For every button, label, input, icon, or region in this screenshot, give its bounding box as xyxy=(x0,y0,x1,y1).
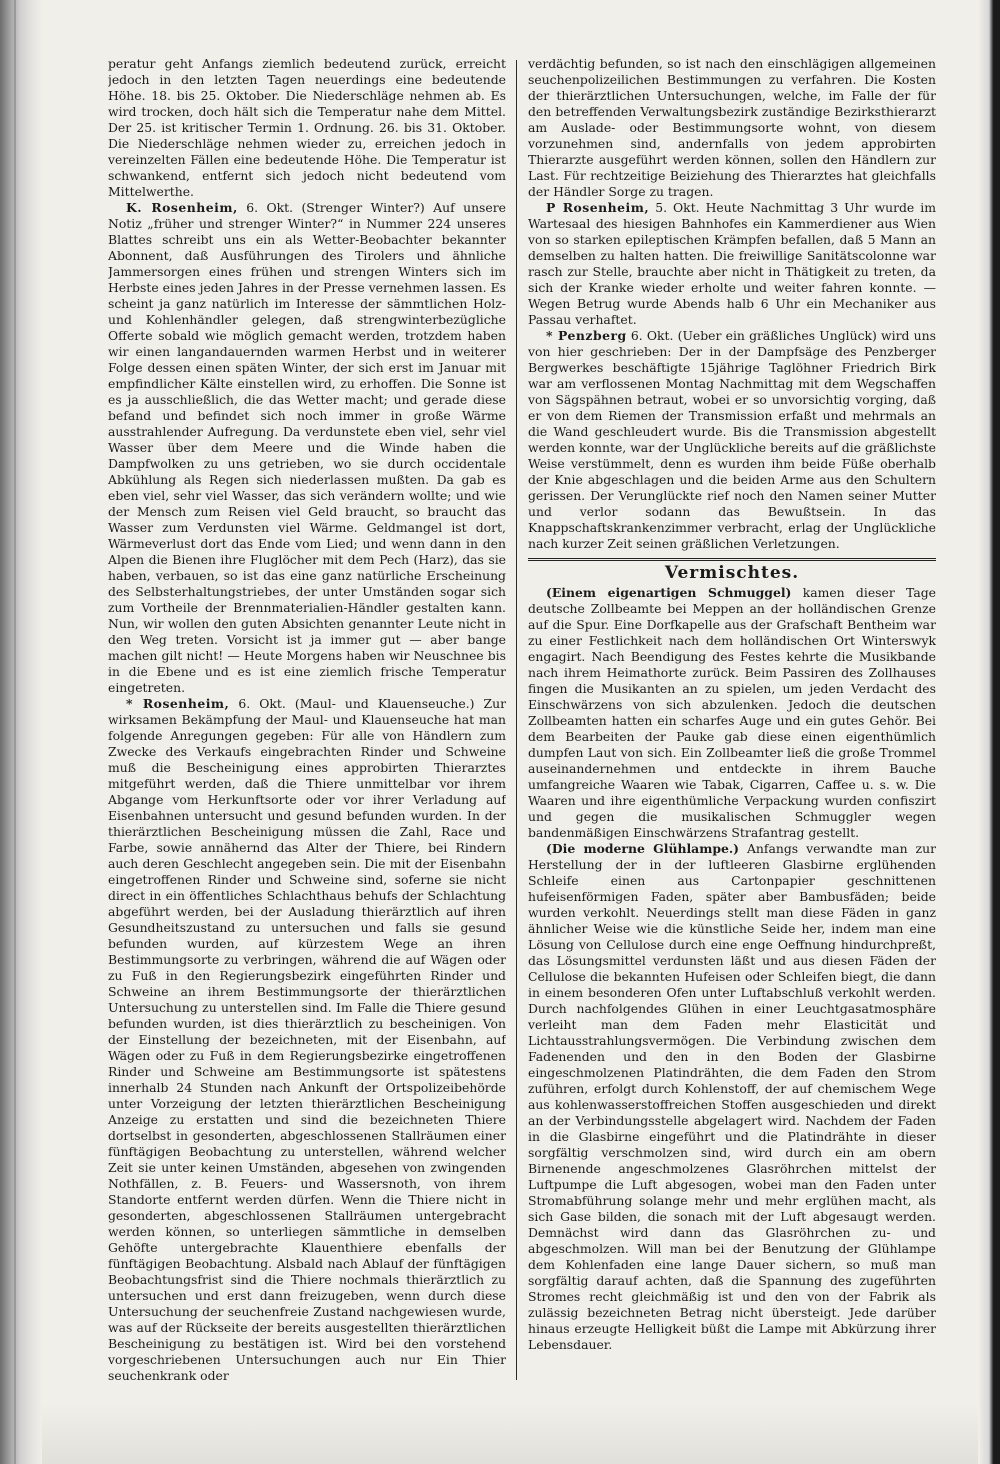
page-edge xyxy=(978,0,1000,1464)
dateline: * Rosenheim, xyxy=(126,696,230,711)
section-rule xyxy=(528,558,936,561)
book-binding-shadow xyxy=(0,0,42,1464)
left-column xyxy=(108,56,506,1386)
misc-paragraph: (Die moderne Glühlampe.) Anfangs verwandte man zur Herstellung der in der luftleeren Glasbirne erglühenden Schleife einen aus Cartonpapier geschnittenen hufeisenförmigen Faden, später aber Bambusfäden; beide wurden verkohlt. Neuerdings stellt man diese Fäden in ganz ähnlicher Weise wie die künstliche Seide her, indem man eine Lösung von Cellulose durch eine enge Oeffnung hindurchpreßt, das Lösungsmittel verdunsten läßt und aus diesen Fäden der Cellulose die bekannten Hufeisen oder Schleifen biegt, die dann in einem besonderen Ofen unter Luftabschluß verkohlt werden. Durch nachfolgendes Glühen in einer Leuchtgasatmosphäre verleiht man dem Faden mehr Elasticität und Lichtausstrahlungsvermögen. Die Verbindung zwischen dem Fadenenden und den in den Boden der Glasbirne eingeschmolzenen Platindrähten, die dem Faden den Strom zuführen, erfolgt durch Kohlenstoff, der auf chemischem Wege aus kohlenwasserstoffreichen Stoffen ausgeschieden und direkt an der Verbindungsstelle abgelagert wird. Nachdem der Faden in die Glasbirne eingeführt und die Platindrähte in dieser sorgfältig verschmolzen sind, wird durch ein am obern Birnenende angeschmolzenes Glasröhrchen mittelst der Luftpumpe die Luft abgesogen, wobei man den Faden unter Stromabführung solange mehr und mehr erglühen macht, als sich Gase bilden, die sonach mit der Luft abgesaugt werden. Demnächst wird dann das Glasröhrchen zu- und abgeschmolzen. Will man bei der Benutzung der Glühlampe dem Kohlenfaden eine lange Dauer sichern, so muß man sorgfältig darauf achten, daß die Spannung des zugeführten Stromes recht gleichmäßig ist und den von der Fabrik als zulässig bezeichneten Betrag nicht übersteigt. Jede darüber hinaus erzeugte Helligkeit büßt die Lampe mit Abkürzung ihrer Lebensdauer. xyxy=(528,841,936,1352)
section-title: Vermischtes. xyxy=(664,563,800,583)
article-paragraph: P Rosenheim, 5. Okt. Heute Nachmittag 3 Uhr wurde im Wartesaal des hiesigen Bahnhofes ein Kammerdiener aus Wien von so starken epileptischen Krämpfen befallen, daß 5 Mann an demselben zu halten hatten. Die freiwillige Sanitätscolonne war rasch zur Stelle, brauchte aber nicht in Thätigkeit zu treten, da sich der Kranke wieder erholte und weiter fahren konnte. — Wegen Betrug wurde Abends halb 6 Uhr ein Mechaniker aus Passau verhaftet. xyxy=(528,200,936,327)
article-paragraph: K. Rosenheim, 6. Okt. (Strenger Winter?) Auf unsere Notiz „früher und strenger Winter?“ in Nummer 224 unseres Blattes schreibt uns ein als Wetter-Beobachter bekannter Abonnent, daß Ausführungen des Tirolers und ähnliche Jammersorgen eines frühen und strengen Winters sich im Herbste eines jeden Jahres in der Presse vernehmen lassen. Es scheint ja ganz natürlich im Interesse der sämmtlichen Holz- und Kohlenhändler gelegen, daß strengwinterbezügliche Offerte sobald wie möglich gemacht werden, trotzdem haben wir einen langandauernden warmen Herbst und in weiterer Folge dessen einen späten Winter, der sich erst im Januar mit empfindlicher Kälte einstellen wird, zu erhoffen. Die Sonne ist es ja ausschließlich, die das Wetter macht; und gerade diese befand und befindet sich noch immer in große Wärme ausstrahlender Aufregung. Da verdunstete eben viel, sehr viel Wasser über dem Meere und die Winde haben die Dampfwolken zu uns getrieben, wo sie durch occidentale Abkühlung als Regen sich niederlassen mußten. Da gab es eben viel, sehr viel Wasser, das sich verändern wollte; und wie der Mensch zum Reisen viel Geld braucht, so braucht das Wasser zum Verdunsten viel Wärme. Geldmangel ist dort, Wärmeverlust dort das Ende vom Lied; und wenn dann in den Alpen die Bienen ihre Fluglöcher mit dem Pech (Harz), das sie haben, verbauen, so ist das eine ganz natürliche Erscheinung des Selbsterhaltungstriebes, der unter Umständen sogar sich zum Vortheile der Brennmaterialien-Händler gestalten kann. Nun, wir wollen den guten Absichten genannter Leute nicht in den Weg treten. Vorsicht ist ja immer gut — aber bange machen gilt nicht! — Heute Morgens haben wir Neuschnee bis in die Ebene und es ist eine ziemlich frische Temperatur eingetreten. xyxy=(108,200,506,695)
article-paragraph: * Penzberg 6. Okt. (Ueber ein gräßliches Unglück) wird uns von hier geschrieben: Der in der Dampfsäge des Penzberger Bergwerkes beschäftigte 15jährige Taglöhner Friedrich Birk war am verflossenen Montag Nachmittag mit dem Wegschaffen von Sägspähnen betraut, wobei er so unvorsichtig vorging, daß er von dem Riemen der Transmission erfaßt und mehrmals an die Wand geschleudert wurde. Bis die Transmission abgestellt werden konnte, war der Unglückliche bereits auf die gräßlichste Weise verstümmelt, denn es wurden ihm beide Füße oberhalb der Knie abgeschlagen und die beiden Arme aus den Schultern gerissen. Der Verunglückte rief noch den Namen seiner Mutter und verlor sodann das Bewußtsein. In das Knappschaftskrankenzimmer verbracht, erlag der Unglückliche nach kurzer Zeit seinen gräßlichen Verletzungen. xyxy=(528,328,936,551)
item-heading: (Die moderne Glühlampe.) xyxy=(546,841,740,856)
page-bottom-shade xyxy=(42,1404,978,1464)
dateline: * Penzberg xyxy=(546,328,627,343)
misc-paragraph: (Einem eigenartigen Schmuggel) kamen dieser Tage deutsche Zollbeamte bei Meppen an der holländischen Grenze auf die Spur. Eine Dorfkapelle aus der Grafschaft Bentheim war zu einer Festlichkeit nach dem holländischen Ort Winterswyk engagirt. Nach Beendigung des Festes kehrte die Musikbande nach ihrem Heimathorte zurück. Beim Passiren des Zollhauses fingen die Musikanten an zu spielen, um jeden Verdacht des Einschwärzens von sich abzulenken. Jedoch die deutschen Zollbeamten hatten ein scharfes Auge und ein gutes Gehör. Bei dem Bearbeiten der Pauke gab diese einen eigenthümlich dumpfen Laut von sich. Ein Zollbeamter ließ die große Trommel auseinandernehmen und entdeckte in ihrem Bauche umfangreiche Waaren wie Tabak, Cigarren, Caffee u. s. w. Die Waaren und ihre eigenthümliche Verpackung wurden confiszirt und gegen die musikalischen Schmuggler wegen bandenmäßigen Einschwärzens Strafantrag gestellt. xyxy=(528,585,936,840)
article-paragraph: * Rosenheim, 6. Okt. (Maul- und Klauenseuche.) Zur wirksamen Bekämpfung der Maul- und Klauenseuche hat man folgende Anregungen gegeben: Für alle von Händlern zum Zwecke des Verkaufs eingebrachten Rinder und Schweine muß die Bescheinigung eines approbirten Thierarztes mitgeführt werden, daß die Thiere unmittelbar vor ihrem Abgange vom Herkunftsorte oder vor ihrer Verladung auf Eisenbahnen untersucht und gesund befunden wurden. In der thierärztlichen Bescheinigung müssen die Zahl, Race und Farbe, sowie annähernd das Alter der Thiere, bei Rindern auch deren Geschlecht angegeben sein. Die mit der Eisenbahn eingetroffenen Rinder und Schweine sind, soferne sie nicht direct in ein öffentliches Schlachthaus behufs der Schlachtung abgeführt werden, bei der Ausladung thierärztlich auf ihren Gesundheitszustand zu untersuchen und falls sie gesund befunden wurden, auf kürzestem Wege an ihren Bestimmungsorte zu verbringen, während die auf Wägen oder zu Fuß in den Regierungsbezirk eingeführten Rinder und Schweine an ihrem Bestimmungsorte der thierärztlichen Untersuchung zu unterstellen sind. Im Falle die Thiere gesund befunden wurden, ist dies thierärztlich zu bescheinigen. Von der Einstellung der bezeichneten, mit der Eisenbahn, auf Wägen oder zu Fuß in dem Regierungsbezirke eingetroffenen Rinder und Schweine am Bestimmungsorte ist spätestens innerhalb 24 Stunden nach Ankunft der Ortspolizeibehörde unter Vorzeigung der letzten thierärztlichen Bescheinigung Anzeige zu erstatten und sind die bezeichneten Thiere dortselbst in gesonderten, abgeschlossenen Stallräumen einer fünftägigen Beobachtung zu unterstellen, während welcher Zeit sie unter keinen Umständen, abgesehen von zwingenden Nothfällen, z. B. Feuers- und Wassersnoth, von ihrem Standorte entfernt werden dürfen. Wenn die Thiere nicht in gesonderten, abgeschlossenen Stallräumen untergebracht werden können, so unterliegen sämmtliche in demselben Gehöfte untergebrachte Klauenthiere ebenfalls der fünftägigen Beobachtung. Alsbald nach Ablauf der fünftägigen Beobachtungsfrist sind die Thiere nochmals thierärztlich zu untersuchen und erst dann freizugeben, wenn durch diese Untersuchung der seuchenfreie Zustand nachgewiesen wurde, was auf der Rückseite der bereits ausgestellten thierärztlichen Bescheinigung zu bestätigen ist. Wird bei den vorstehend vorgeschriebenen Untersuchungen auch nur Ein Thier seuchenkrank oder xyxy=(108,696,506,1383)
article-paragraph: verdächtig befunden, so ist nach den einschlägigen allgemeinen seuchenpolizeilichen Bestimmungen zu verfahren. Die Kosten der thierärztlichen Untersuchungen, welche, im Falle der für den betreffenden Verwaltungsbezirk zuständige Bezirksthierarzt am Auslade- oder Bestimmungsorte wohnt, von diesem vorzunehmen sind, andernfalls von jedem approbirten Thierarzte ausgeführt werden können, sollen den Händlern zur Last. Für rechtzeitige Beiziehung des Thierarztes hat gleichfalls der Händler Sorge zu tragen. xyxy=(528,56,936,199)
article-paragraph: peratur geht Anfangs ziemlich bedeutend zurück, erreicht jedoch in den letzten Tagen neuerdings eine bedeutende Höhe. 18. bis 25. Oktober. Die Niederschläge nehmen ab. Es wird trocken, doch hält sich die Temperatur nahe dem Mittel. Der 25. ist kritischer Termin 1. Ordnung. 26. bis 31. Oktober. Die Niederschläge nehmen wieder zu, erreichen jedoch in vereinzelten Fällen eine bedeutende Höhe. Die Temperatur ist schwankend, entfernt sich jedoch nicht bedeutend vom Mittelwerthe. xyxy=(108,56,506,199)
dateline: K. Rosenheim, xyxy=(126,200,238,215)
right-column xyxy=(528,56,936,1386)
column-divider xyxy=(516,60,517,1380)
item-heading: (Einem eigenartigen Schmuggel) xyxy=(546,585,792,600)
dateline: P Rosenheim, xyxy=(546,200,650,215)
